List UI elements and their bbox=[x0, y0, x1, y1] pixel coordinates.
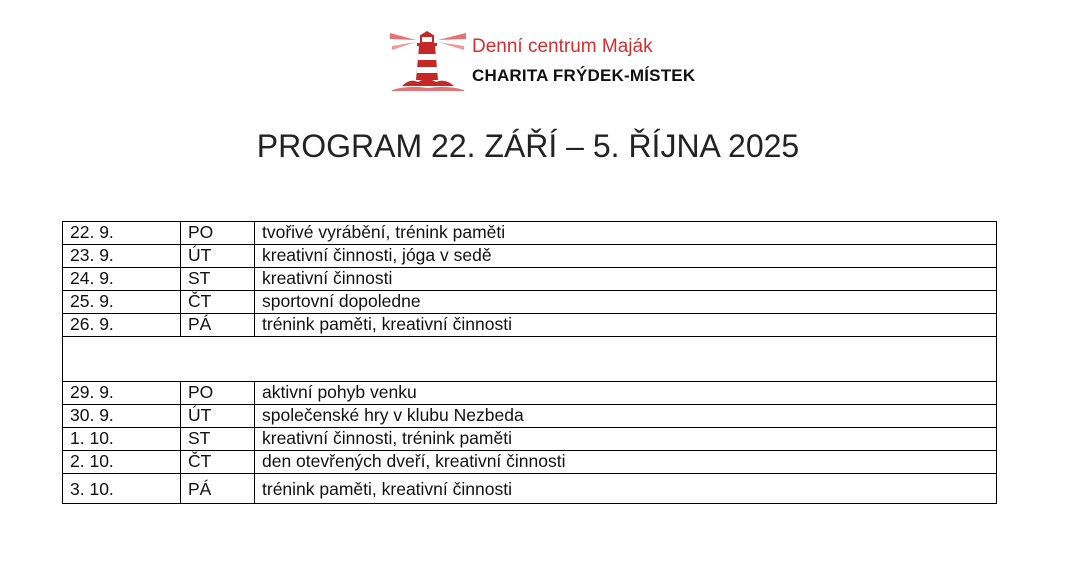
activity-cell: sportovní dopoledne bbox=[255, 291, 997, 314]
activity-cell: den otevřených dveří, kreativní činnosti bbox=[255, 451, 997, 474]
activity-cell: trénink paměti, kreativní činnosti bbox=[255, 474, 997, 504]
day-cell: ÚT bbox=[181, 245, 255, 268]
day-cell: ČT bbox=[181, 291, 255, 314]
day-cell: ÚT bbox=[181, 405, 255, 428]
date-cell: 30. 9. bbox=[63, 405, 181, 428]
date-cell: 23. 9. bbox=[63, 245, 181, 268]
week-separator-row bbox=[63, 337, 997, 382]
date-cell: 24. 9. bbox=[63, 268, 181, 291]
day-cell: ST bbox=[181, 268, 255, 291]
date-cell: 25. 9. bbox=[63, 291, 181, 314]
date-cell: 2. 10. bbox=[63, 451, 181, 474]
activity-cell: aktivní pohyb venku bbox=[255, 382, 997, 405]
day-cell: PÁ bbox=[181, 474, 255, 504]
org-subtitle: CHARITA FRÝDEK-MÍSTEK bbox=[472, 66, 696, 85]
table-row bbox=[63, 314, 997, 337]
activity-cell: tvořivé vyrábění, trénink paměti bbox=[255, 222, 997, 245]
day-cell: PO bbox=[181, 222, 255, 245]
day-cell: PO bbox=[181, 382, 255, 405]
date-cell: 1. 10. bbox=[63, 428, 181, 451]
table-row bbox=[63, 474, 997, 504]
table-row bbox=[63, 268, 997, 291]
date-cell: 22. 9. bbox=[63, 222, 181, 245]
activity-cell: kreativní činnosti, trénink paměti bbox=[255, 428, 997, 451]
table-row bbox=[63, 382, 997, 405]
activity-cell: trénink paměti, kreativní činnosti bbox=[255, 314, 997, 337]
activity-cell: kreativní činnosti bbox=[255, 268, 997, 291]
activity-cell: společenské hry v klubu Nezbeda bbox=[255, 405, 997, 428]
table-row bbox=[63, 291, 997, 314]
date-cell: 29. 9. bbox=[63, 382, 181, 405]
day-cell: ČT bbox=[181, 451, 255, 474]
date-cell: 26. 9. bbox=[63, 314, 181, 337]
org-name: Denní centrum Maják bbox=[472, 36, 653, 57]
table-row bbox=[63, 428, 997, 451]
empty-cell bbox=[63, 337, 997, 382]
lighthouse-icon bbox=[388, 30, 468, 92]
table-row bbox=[63, 245, 997, 268]
table-row bbox=[63, 451, 997, 474]
day-cell: ST bbox=[181, 428, 255, 451]
activity-cell: kreativní činnosti, jóga v sedě bbox=[255, 245, 997, 268]
table-row bbox=[63, 222, 997, 245]
page-title: PROGRAM 22. ZÁŘÍ – 5. ŘÍJNA 2025 bbox=[256, 128, 800, 164]
date-cell: 3. 10. bbox=[63, 474, 181, 504]
program-table bbox=[62, 221, 997, 504]
day-cell: PÁ bbox=[181, 314, 255, 337]
table-row bbox=[63, 405, 997, 428]
